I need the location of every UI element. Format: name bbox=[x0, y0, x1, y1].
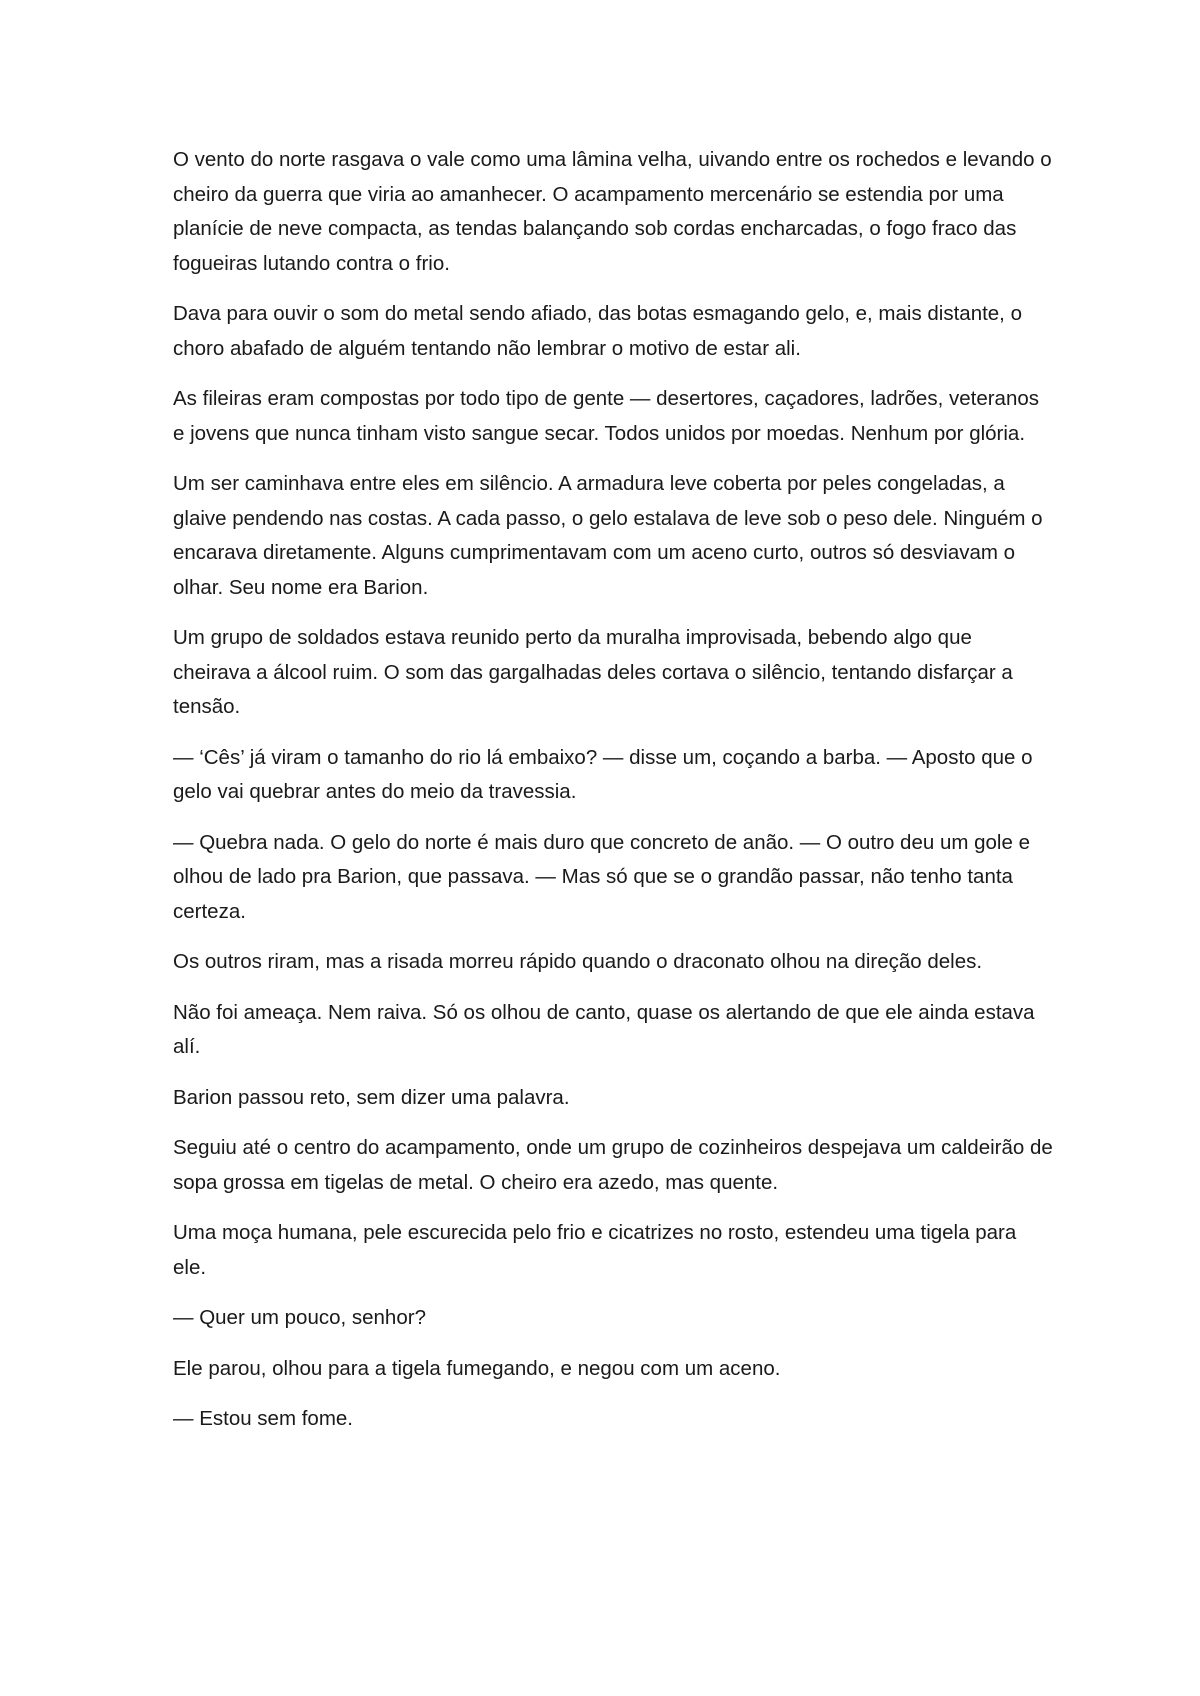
paragraph-9: Não foi ameaça. Nem raiva. Só os olhou de canto, quase os alertando de que ele ainda estava alí. bbox=[173, 1000, 1035, 1058]
paragraph-15: — Estou sem fome. bbox=[173, 1407, 354, 1430]
paragraph-2: Dava para ouvir o som do metal sendo afiado, das botas esmagando gelo, e, mais distante, o choro abafado de alguém tentando não lembrar o motivo de estar ali. bbox=[173, 302, 1022, 360]
paragraph-1: O vento do norte rasgava o vale como uma lâmina velha, uivando entre os rochedos e levando o cheiro da guerra que viria ao amanhecer. O acampamento mercenário se estendia por uma planície de neve compacta, as tendas balançando sob cordas encharcadas, o fogo fraco das fogueiras lutando contra o frio. bbox=[173, 148, 1052, 275]
paragraph-11: Seguiu até o centro do acampamento, onde um grupo de cozinheiros despejava um caldeirão de sopa grossa em tigelas de metal. O cheiro era azedo, mas quente. bbox=[173, 1136, 1053, 1194]
paragraph-8: Os outros riram, mas a risada morreu rápido quando o draconato olhou na direção deles. bbox=[173, 950, 983, 973]
paragraph-12: Uma moça humana, pele escurecida pelo frio e cicatrizes no rosto, estendeu uma tigela para ele. bbox=[173, 1221, 1017, 1279]
paragraph-5: Um grupo de soldados estava reunido perto da muralha improvisada, bebendo algo que cheirava a álcool ruim. O som das gargalhadas deles cortava o silêncio, tentando disfarçar a tensão. bbox=[173, 626, 1013, 718]
paragraph-7: — Quebra nada. O gelo do norte é mais duro que concreto de anão. — O outro deu um gole e olhou de lado pra Barion, que passava. — Mas só que se o grandão passar, não tenho tanta certeza. bbox=[173, 830, 1030, 923]
paragraph-6: — ‘Cês’ já viram o tamanho do rio lá embaixo? — disse um, coçando a barba. — Aposto que o gelo vai quebrar antes do meio da travessia. bbox=[173, 745, 1033, 803]
paragraph-10: Barion passou reto, sem dizer uma palavra. bbox=[173, 1085, 570, 1109]
paragraph-4: Um ser caminhava entre eles em silêncio. A armadura leve coberta por peles congeladas, a glaive pendendo nas costas. A cada passo, o gelo estalava de leve sob o peso dele. Ninguém o encarava diretamente. Alguns cumprimentavam com um aceno curto, outros só desviavam o olhar. Seu nome era Barion. bbox=[173, 472, 1043, 599]
paragraph-13: — Quer um pouco, senhor? bbox=[173, 1306, 426, 1329]
paragraph-14: Ele parou, olhou para a tigela fumegando, e negou com um aceno. bbox=[173, 1356, 781, 1380]
document-body bbox=[173, 143, 1053, 1453]
paragraph-3: As fileiras eram compostas por todo tipo de gente — desertores, caçadores, ladrões, veteranos e jovens que nunca tinham visto sangue secar. Todos unidos por moedas. Nenhum por glória. bbox=[173, 387, 1040, 445]
